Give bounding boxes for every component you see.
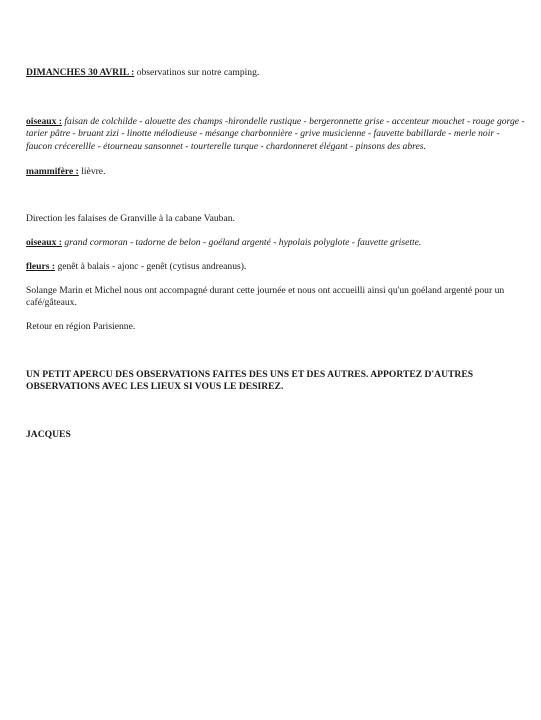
flowers-label: fleurs :	[26, 261, 56, 272]
flowers-paragraph	[26, 261, 526, 273]
birds-granville-paragraph	[26, 237, 526, 249]
birds-granville-list: grand cormoran - tadorne de belon - goéland argenté - hypolais polyglote - fauvette grisette.	[61, 237, 422, 248]
direction-paragraph: Direction les falaises de Granville à la cabane Vauban.	[26, 213, 235, 224]
day-heading	[26, 67, 526, 79]
companions-paragraph: Solange Marin et Michel nous ont accompagné durant cette journée et nous ont accueilli ainsi qu'un goéland argenté pour un café/gâteaux.	[26, 285, 505, 309]
birds-camping-list: faisan de colchilde - alouette des champs -hirondelle rustique - bergeronnette grise - accenteur mouchet - rouge gorge - tarier pâtre - bruant zizi - linotte mélodieuse - mésange charbonnière - grive musicienne - fauvette babillarde - merle noir - faucon crécerellle - étourneau sansonnet - tourterelle turque - chardonneret élégant - pinsons des abres.	[26, 116, 525, 152]
flowers-list: genêt à balais - ajonc - genêt (cytisus andreanus).	[55, 261, 247, 272]
birds-camping-label: oiseaux :	[26, 116, 62, 127]
mammals-paragraph	[26, 166, 526, 178]
mammals-list: lièvre.	[78, 166, 106, 177]
birds-camping-paragraph	[26, 116, 526, 153]
observations-note: UN PETIT APERCU DES OBSERVATIONS FAITES DES UNS ET DES AUTRES. APPORTEZ D'AUTRES OBSERVATIONS AVEC LES LIEUX SI VOUS LE DESIREZ.	[26, 369, 474, 393]
mammals-label: mammifère :	[26, 166, 79, 177]
return-paragraph: Retour en région Parisienne.	[26, 321, 136, 332]
signature: JACQUES	[26, 429, 71, 440]
birds-granville-label: oiseaux :	[26, 237, 62, 248]
day-heading-text: observatinos sur notre camping.	[134, 67, 260, 78]
day-heading-label: DIMANCHES 30 AVRIL :	[26, 67, 135, 78]
